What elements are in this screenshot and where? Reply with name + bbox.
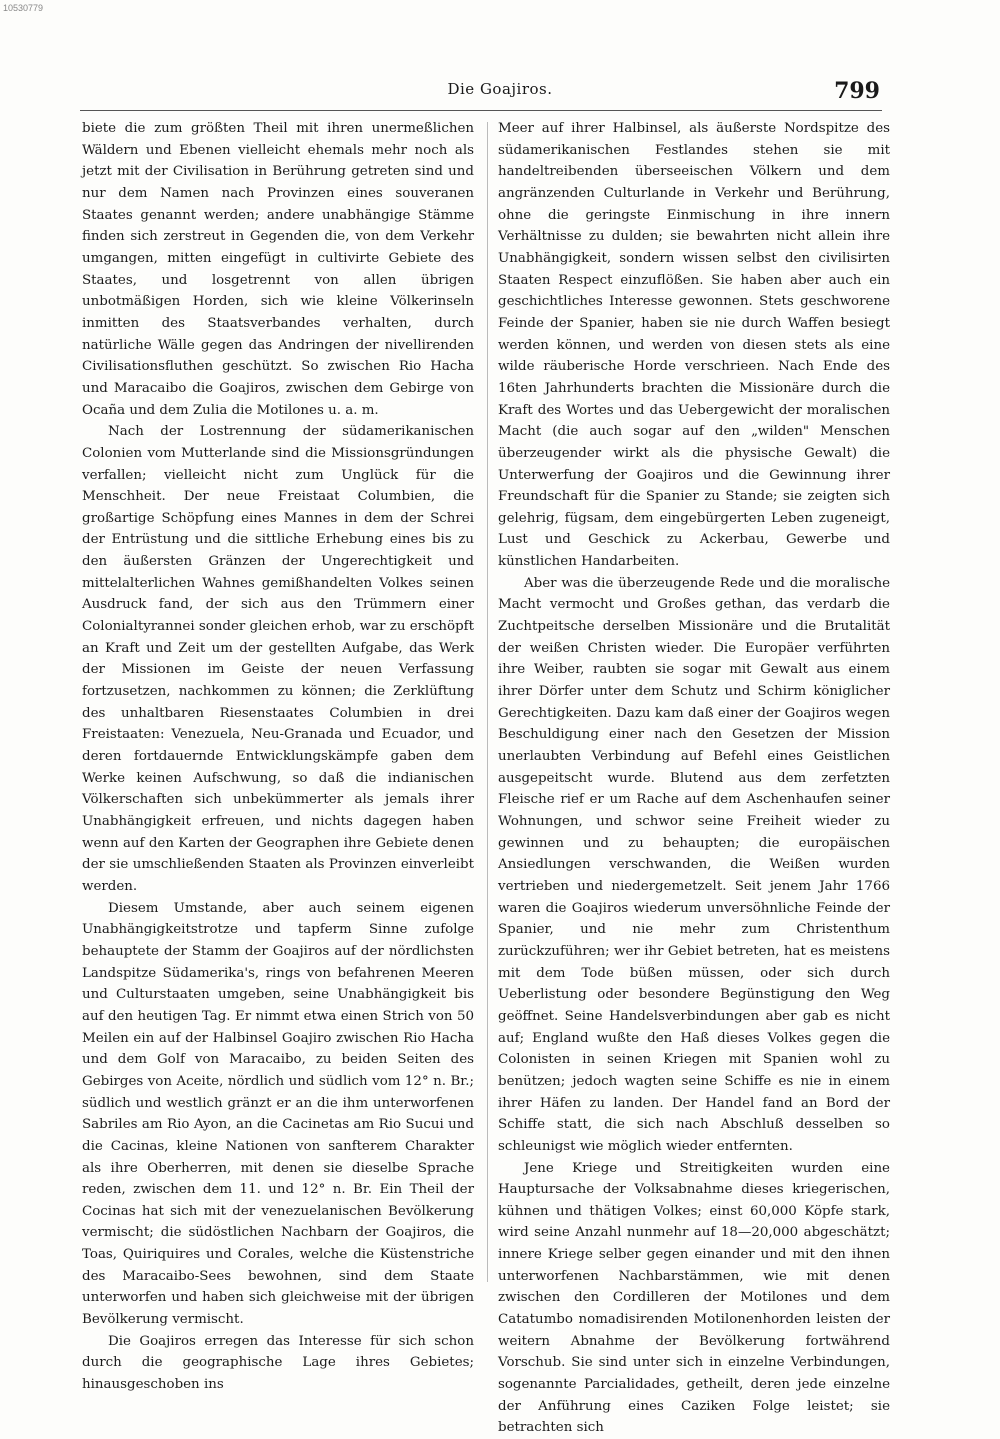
right-column <box>498 118 890 1439</box>
paragraph: Jene Kriege und Streitigkeiten wurden eine Hauptursache der Volksabnahme dieses kriegerischen, kühnen und thätigen Volkes; einst 60,000 Köpfe stark, wird seine Anzahl nunmehr auf 18—20,000 abgeschätzt; innere Kriege selber gegen einander und mit den ihnen unterworfenen Nachbarstämmen, wie mit denen zwischen den Cordilleren der Motilones und dem Catatumbo nomadisirenden Motilonenhorden leisten der weitern Abnahme der Bevölkerung fortwährend Vorschub. Sie sind unter sich in einzelne Verbindungen, sogenannte Parcialidades, getheilt, deren jede einzelne der Anführung eines Caziken Folge leistet; sie betrachten sich <box>498 1158 890 1439</box>
paragraph: biete die zum größten Theil mit ihren unermeßlichen Wäldern und Ebenen vielleicht ehemals mehr noch als jetzt mit der Civilisation in Berührung getreten sind und nur dem Namen nach Provinzen eines souveranen Staates genannt werden; andere unabhängige Stämme finden sich zerstreut in Gegenden die, von dem Verkehr umgangen, mitten eingefügt in cultivirte Gebiete des Staates, und losgetrennt von allen übrigen unbotmäßigen Horden, sich wie kleine Völkerinseln inmitten des Staatsverbandes verhalten, durch natürliche Wälle gegen das Andringen der nivellirenden Civilisationsfluthen geschützt. So zwischen Rio Hacha und Maracaibo die Goajiros, zwischen dem Gebirge von Ocaña und dem Zulia die Motilones u. a. m. <box>82 118 474 421</box>
running-title: Die Goajiros. <box>0 80 1000 98</box>
column-divider <box>487 122 488 1282</box>
left-column <box>82 118 474 1396</box>
paragraph: Aber was die überzeugende Rede und die moralische Macht vermocht und Großes gethan, das verdarb die Zuchtpeitsche derselben Missionäre und die Brutalität der weißen Christen wieder. Die Europäer verführten ihre Weiber, raubten sie sogar mit Gewalt aus einem ihrer Dörfer unter dem Schutz und Schirm königlicher Gerechtigkeiten. Dazu kam daß einer der Goajiros wegen Beschuldigung einer nach den Gesetzen der Mission unerlaubten Verbindung auf Befehl eines Geistlichen ausgepeitscht wurde. Blutend aus dem zerfetzten Fleische rief er um Rache auf dem Aschenhaufen seiner Wohnungen, und schwor seine Freiheit wieder zu gewinnen und zu behaupten; die europäischen Ansiedlungen verschwanden, die Weißen wurden vertrieben und niedergemetzelt. Seit jenem Jahr 1766 waren die Goajiros wiederum unversöhnliche Feinde der Spanier, und nie mehr zum Christenthum zurückzuführen; wer ihr Gebiet betreten, hat es meistens mit dem Tode büßen müssen, oder sich durch Ueberlistung oder besondere Begünstigung den Weg geöffnet. Seine Handelsverbindungen aber gab es nicht auf; England wußte den Haß dieses Volkes gegen die Colonisten in seinen Kriegen mit Spanien wohl zu benützen; jedoch wagten seine Schiffe es nie in einem ihrer Häfen zu landen. Der Handel fand an Bord der Schiffe statt, die sich nach Abschluß desselben so schleunigst wie möglich wieder entfernten. <box>498 573 890 1158</box>
paragraph: Meer auf ihrer Halbinsel, als äußerste Nordspitze des südamerikanischen Festlandes stehen sie mit handeltreibenden überseeischen Völkern und dem angränzenden Culturlande in Verkehr und Berührung, ohne die geringste Einmischung in ihre innern Verhältnisse zu dulden; sie bewahrten nicht allein ihre Unabhängigkeit, sondern wissen selbst den civilisirten Staaten Respect einzuflößen. Sie haben aber auch ein geschichtliches Interesse gewonnen. Stets geschworene Feinde der Spanier, haben sie nie durch Waffen besiegt werden können, und werden von diesen stets als eine wilde räuberische Horde verschrieen. Nach Ende des 16ten Jahrhunderts brachten die Missionäre durch die Kraft des Wortes und das Uebergewicht der moralischen Macht (die auch sogar auf den „wilden" Menschen überzeugender wirkt als die physische Gewalt) die Unterwerfung der Goajiros und die Gewinnung ihrer Freundschaft für die Spanier zu Stande; sie zeigten sich gelehrig, fügsam, dem eingebürgerten Leben zugeneigt, Lust und Geschick zu Ackerbau, Gewerbe und künstlichen Handarbeiten. <box>498 118 890 573</box>
paragraph: Die Goajiros erregen das Interesse für sich schon durch die geographische Lage ihres Gebietes; hinausgeschoben ins <box>82 1331 474 1396</box>
scan-id: 10530779 <box>3 3 43 13</box>
paragraph: Nach der Lostrennung der südamerikanischen Colonien vom Mutterlande sind die Missionsgründungen verfallen; vielleicht nicht zum Unglück für die Menschheit. Der neue Freistaat Columbien, die großartige Schöpfung eines Mannes in dem der Schrei der Entrüstung und die sittliche Erhebung eines bis zu den äußersten Gränzen der Ungerechtigkeit und mittelalterlichen Wahnes gemißhandelten Volkes seinen Ausdruck fand, der sich aus den Trümmern einer Colonialtyrannei sonder gleichen erhob, war zu erschöpft an Kraft und Zeit um der gestellten Aufgabe, das Werk der Missionen im Geiste der neuen Verfassung fortzusetzen, nachkommen zu können; die Zerklüftung des unhaltbaren Riesenstaates Columbien in drei Freistaaten: Venezuela, Neu-Granada und Ecuador, und deren fortdauernde Entwicklungskämpfe gaben dem Werke keinen Aufschwung, so daß die indianischen Völkerschaften sich unbekümmerter als jemals ihrer Unabhängigkeit erfreuen, und nichts dagegen haben wenn auf den Karten der Geographen ihre Gebiete denen der sie umschließenden Staaten als Provinzen einverleibt werden. <box>82 421 474 897</box>
header-rule <box>80 110 882 111</box>
paragraph: Diesem Umstande, aber auch seinem eigenen Unabhängigkeitstrotze und tapferm Sinne zufolge behauptete der Stamm der Goajiros auf der nördlichsten Landspitze Südamerika's, rings von befahrenen Meeren und Culturstaaten umgeben, seine Unabhängigkeit bis auf den heutigen Tag. Er nimmt etwa einen Strich von 50 Meilen ein auf der Halbinsel Goajiro zwischen Rio Hacha und dem Golf von Maracaibo, zu beiden Seiten des Gebirges von Aceite, nördlich und südlich vom 12° n. Br.; südlich und westlich gränzt er an die ihm unterworfenen Sabriles am Rio Ayon, an die Cacinetas am Rio Sucui und die Cacinas, kleine Nationen von sanfterem Charakter als ihre Oberherren, mit denen sie dieselbe Sprache reden, zwischen dem 11. und 12° n. Br. Ein Theil der Cocinas hat sich mit der venezuelanischen Bevölkerung vermischt; die südöstlichen Nachbarn der Goajiros, die Toas, Quiriquires und Corales, welche die Küstenstriche des Maracaibo-Sees bewohnen, sind dem Staate unterworfen und haben sich gleichweise mit der übrigen Bevölkerung vermischt. <box>82 898 474 1331</box>
page-number: 799 <box>834 78 880 104</box>
